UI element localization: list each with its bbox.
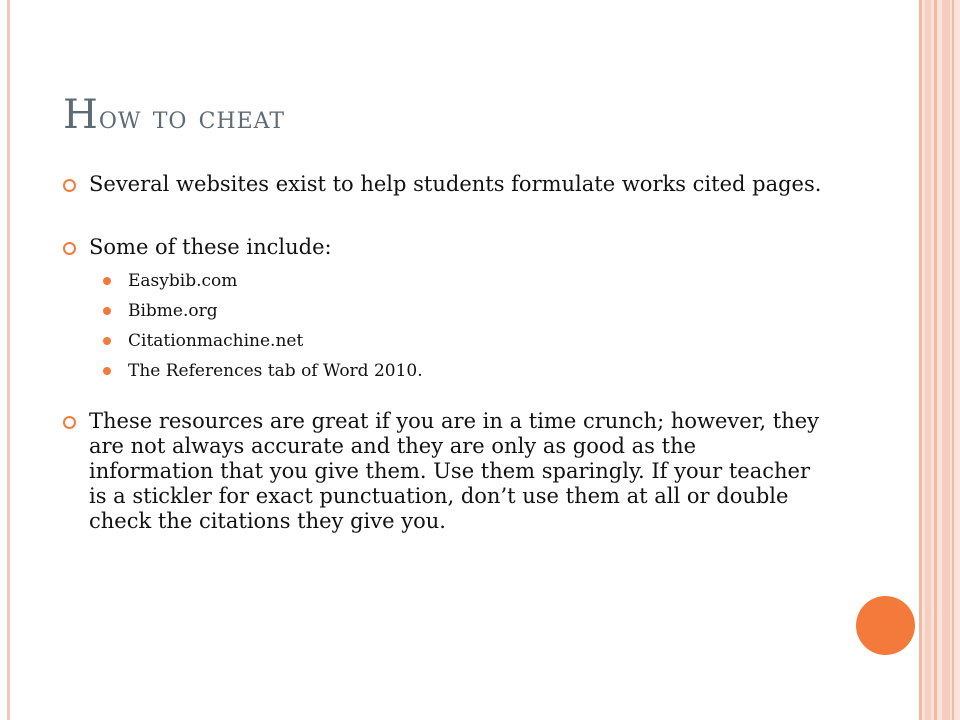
sub-bullet-item — [103, 332, 823, 350]
bullet-text: Some of these include: — [89, 235, 332, 259]
sub-bullet-item — [103, 272, 823, 290]
slide-frame-left — [7, 0, 10, 720]
frame-stripe — [919, 0, 922, 720]
frame-stripe — [925, 0, 931, 720]
orange-dot-icon — [103, 367, 111, 375]
sub-bullet-text: The References tab of Word 2010. — [128, 361, 423, 381]
slide-title-rest: ow to cheat — [98, 98, 286, 136]
bullet-text: These resources are great if you are in a time crunch; however, they are not always accurate and they are only as good as the information that you give them. Use them sparingly. If your teacher is a stickler for exact punctuation, don’t use them at all or double check the citations they give you. — [89, 409, 820, 533]
orange-ring-icon — [63, 242, 76, 255]
sub-bullet-text: Easybib.com — [128, 271, 238, 291]
slide-title-initial: H — [63, 92, 99, 138]
frame-stripe — [934, 0, 937, 720]
frame-stripe — [952, 0, 954, 720]
sub-bullet-item — [103, 302, 823, 320]
frame-stripe — [942, 0, 950, 720]
orange-dot-icon — [103, 307, 111, 315]
decorative-orange-circle — [856, 596, 915, 655]
sub-bullet-text: Citationmachine.net — [128, 331, 304, 351]
bullet-item — [63, 409, 823, 534]
bullet-item — [63, 235, 823, 260]
orange-ring-icon — [63, 179, 76, 192]
slide-title — [63, 92, 285, 138]
bullet-text: Several websites exist to help students formulate works cited pages. — [89, 172, 822, 196]
orange-ring-icon — [63, 416, 76, 429]
orange-dot-icon — [103, 277, 111, 285]
sub-bullet-item — [103, 362, 823, 380]
slide-content — [63, 168, 823, 534]
orange-dot-icon — [103, 337, 111, 345]
sub-bullet-text: Bibme.org — [128, 301, 218, 321]
sub-bullet-list — [63, 272, 823, 380]
bullet-item — [63, 172, 823, 197]
